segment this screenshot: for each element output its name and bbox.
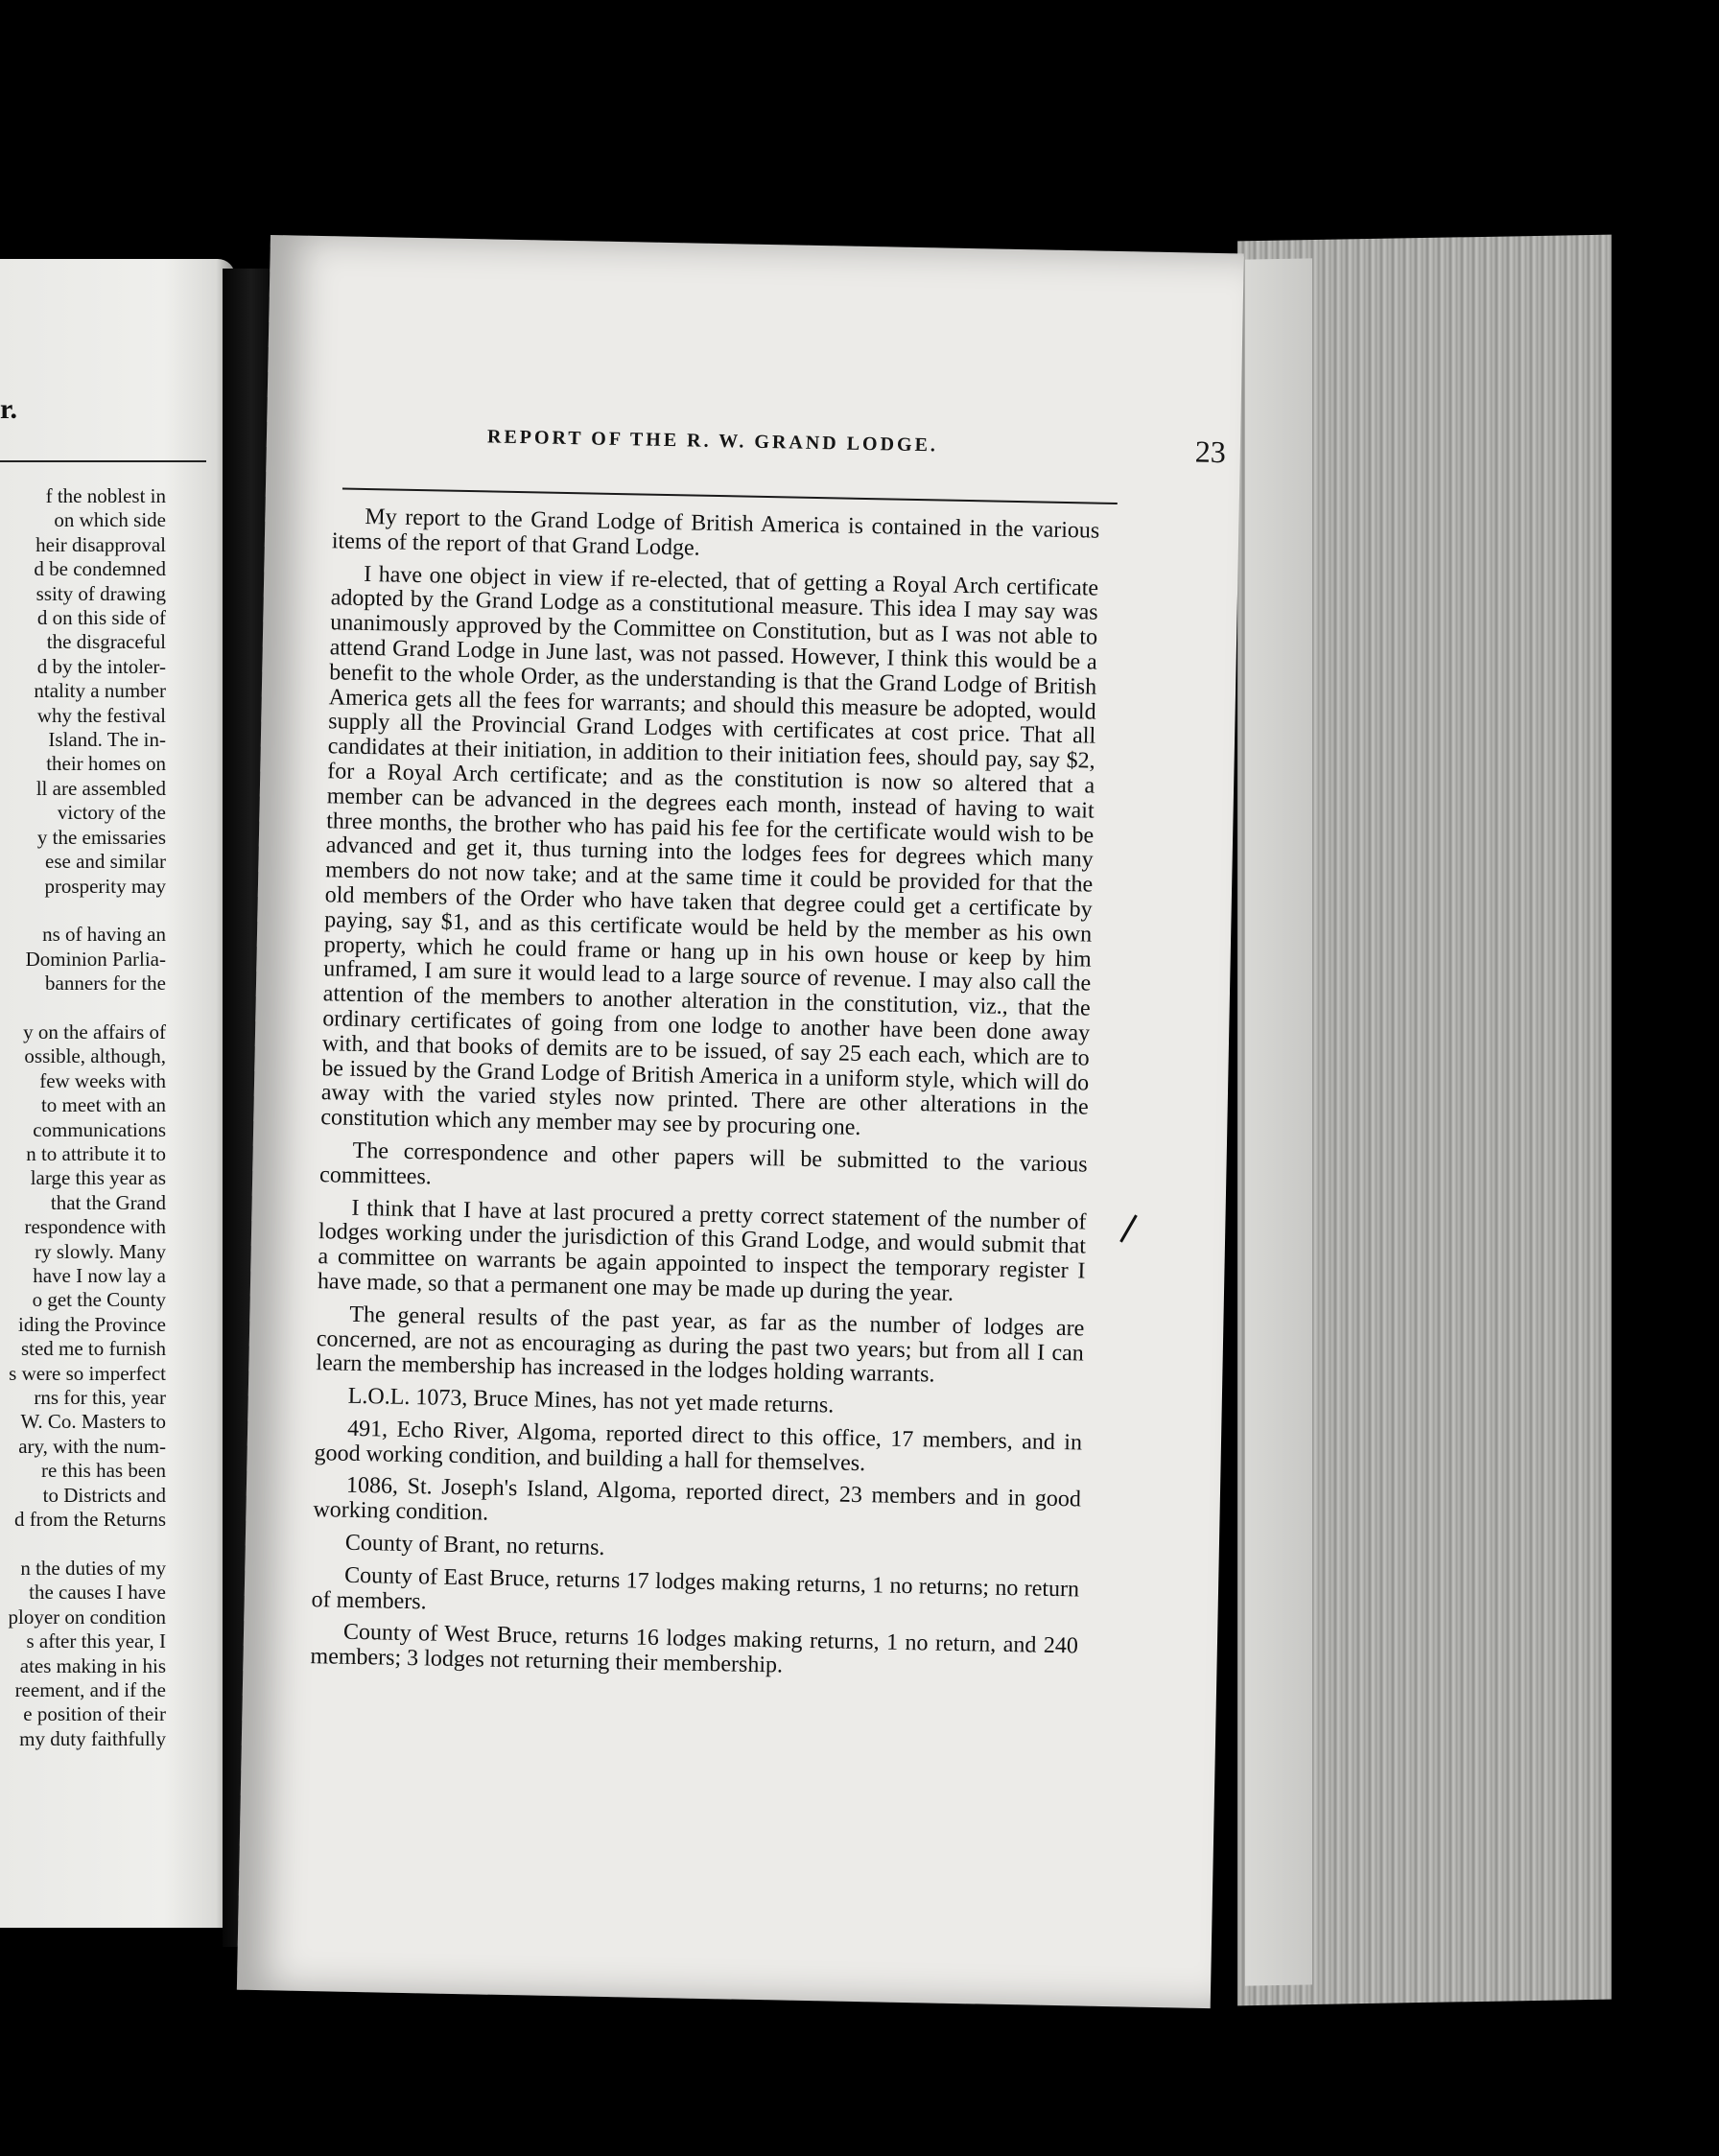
left-page-line: W. Co. Masters to <box>20 1410 166 1434</box>
left-page-line: communications <box>33 1117 166 1141</box>
paragraph: The general results of the past year, as far as the number of lodges are concerned, are not as encouraging as during the past two years; but from all I can learn the membership has increased in the lodges holding warrants. <box>316 1301 1085 1388</box>
left-page-line: re this has been <box>40 1459 166 1483</box>
left-page-line: heir disapproval <box>35 532 166 556</box>
left-page-line: prosperity may <box>44 874 166 898</box>
left-page-line: iding the Province <box>18 1312 166 1336</box>
right-page <box>237 235 1244 2008</box>
left-page-line: large this year as <box>30 1166 166 1190</box>
left-page-line: victory of the <box>57 801 166 825</box>
left-page-line: ssity of drawing <box>35 581 166 605</box>
page-number: 23 <box>1194 434 1227 470</box>
left-page-line: d from the Returns <box>13 1508 166 1532</box>
left-page-line <box>9 1532 166 1556</box>
left-page-line: on which side <box>54 508 166 532</box>
left-page-line <box>9 996 166 1020</box>
left-page-line: ossible, although, <box>24 1044 166 1068</box>
left-page-line: o get the County <box>32 1288 166 1312</box>
paragraph: County of East Bruce, returns 17 lodges making returns, 1 no returns; no return of members. <box>311 1562 1080 1615</box>
left-page-line: sted me to furnish <box>20 1337 166 1361</box>
body-text <box>310 504 1099 1692</box>
left-page <box>0 259 235 1928</box>
paragraph: 491, Echo River, Algoma, reported direct to this office, 17 members, and in good working condition, and building a hall for themselves. <box>314 1416 1083 1476</box>
left-page-line: few weeks with <box>39 1068 166 1092</box>
left-page-line: respondence with <box>24 1215 166 1239</box>
paragraph: I have one object in view if re-elected, that of getting a Royal Arch certificate adopted by the Grand Lodge as a constitutional measure. This idea I may say was unanimously approved by the Committee on Constitution, but as I was not able to attend Grand Lodge in June last, was not passed. However, I think this would be a benefit to the whole Order, as the understanding is that the Grand Lodge of British America gets all the fees for warrants; and should this measure be adopted, would supply all the Provincial Grand Lodges with certificates at cost price. That all candidates at their initiation, in addition to their initiation fees, should pay, say $2, for a Royal Arch certificate; and as the constitution is now so altered that a member can be advanced in the degrees each month, instead of having to wait three months, the brother who has paid his fee for the certificate would wish to be advanced and get it, thus turning into the lodges fees for degrees which many members do not now take; and at the same time it could be provided for that the old members of the Order who have taken that degree could get a certificate by paying, say $1, and as this certificate would be held by the member as his own property, which he could frame or hang up in his own house or keep by him unframed, I am sure it would lead to a large source of revenue. I may also call the attention of the members to another alteration in the constitution, viz., that the ordinary certificates of going from one lodge to another have been done away with, and that books of demits are to be issued, of say 25 each each, which are to be issued by the Grand Lodge of British America in a uniform style, which will do away with the varied styles now printed. There are other alterations in the constitution which any member may see by procuring one. <box>320 561 1099 1141</box>
left-page-line: the disgraceful <box>46 630 166 654</box>
left-page-line: to Districts and <box>42 1483 166 1507</box>
left-page-line: n the duties of my <box>20 1556 166 1580</box>
left-page-line: ployer on condition <box>8 1605 166 1629</box>
left-page-line: my duty faithfully <box>19 1726 166 1750</box>
left-page-line: that the Grand <box>50 1190 166 1214</box>
left-page-line: ns of having an <box>42 923 166 947</box>
left-page-line: y the emissaries <box>36 825 166 849</box>
left-page-line: s were so imperfect <box>9 1361 166 1385</box>
left-page-line: ntality a number <box>34 679 166 703</box>
left-page-line: d on this side of <box>36 606 166 630</box>
left-page-line: Dominion Parlia- <box>25 947 166 971</box>
paragraph: My report to the Grand Lodge of British America is contained in the various items of the report of that Grand Lodge. <box>331 504 1100 561</box>
left-page-line <box>9 899 166 923</box>
header-title: REPORT OF THE R. W. GRAND LODGE. <box>486 426 939 457</box>
left-page-line: to meet with an <box>40 1093 166 1117</box>
left-page-line: their homes on <box>46 752 166 776</box>
left-page-line: rns for this, year <box>34 1386 166 1410</box>
left-page-line: have I now lay a <box>33 1264 166 1287</box>
left-page-line: banners for the <box>45 972 166 996</box>
left-page-line: ry slowly. Many <box>35 1239 166 1263</box>
left-page-rule <box>0 460 206 462</box>
paragraph: L.O.L. 1073, Bruce Mines, has not yet made returns. <box>347 1383 835 1418</box>
paragraph: County of Brant, no returns. <box>344 1530 605 1561</box>
left-page-line: y on the affairs of <box>23 1019 166 1043</box>
left-page-line: ates making in his <box>19 1653 166 1677</box>
left-page-line: n to attribute it to <box>26 1141 166 1165</box>
left-page-line: f the noblest in <box>45 484 166 507</box>
left-page-line: reement, and if the <box>14 1677 166 1701</box>
left-page-line: why the festival <box>36 703 166 727</box>
left-page-line: d by the intoler- <box>36 654 166 678</box>
left-page-line: Island. The in- <box>48 728 166 752</box>
left-page-line: s after this year, I <box>26 1629 166 1653</box>
page-edge-highlight <box>1245 258 1312 1985</box>
running-header <box>486 426 1227 470</box>
paragraph: County of West Bruce, returns 16 lodges making returns, 1 no return, and 240 members; 3 lodges not returning their membership. <box>310 1620 1079 1678</box>
left-page-line: d be condemned <box>34 557 166 581</box>
header-rule <box>342 487 1118 504</box>
left-page-line: ll are assembled <box>35 776 166 800</box>
left-page-mark: r. <box>0 393 18 425</box>
paragraph: I think that I have at last procured a pretty correct statement of the number of lodges working under the jurisdiction of this Grand Lodge, and would submit that a committee on warrants be again appointed to inspect the temporary register I have made, so that a permanent one may be made up during the year. <box>317 1195 1087 1306</box>
left-page-line: ese and similar <box>45 850 166 874</box>
paragraph: 1086, St. Joseph's Island, Algoma, reported direct, 23 members and in good working condition. <box>313 1473 1082 1526</box>
left-page-text <box>9 484 166 1751</box>
left-page-line: e position of their <box>23 1702 166 1726</box>
left-page-line: the causes I have <box>29 1581 166 1605</box>
paragraph: The correspondence and other papers will be submitted to the various committees. <box>318 1137 1088 1190</box>
left-page-line: ary, with the num- <box>18 1434 166 1458</box>
